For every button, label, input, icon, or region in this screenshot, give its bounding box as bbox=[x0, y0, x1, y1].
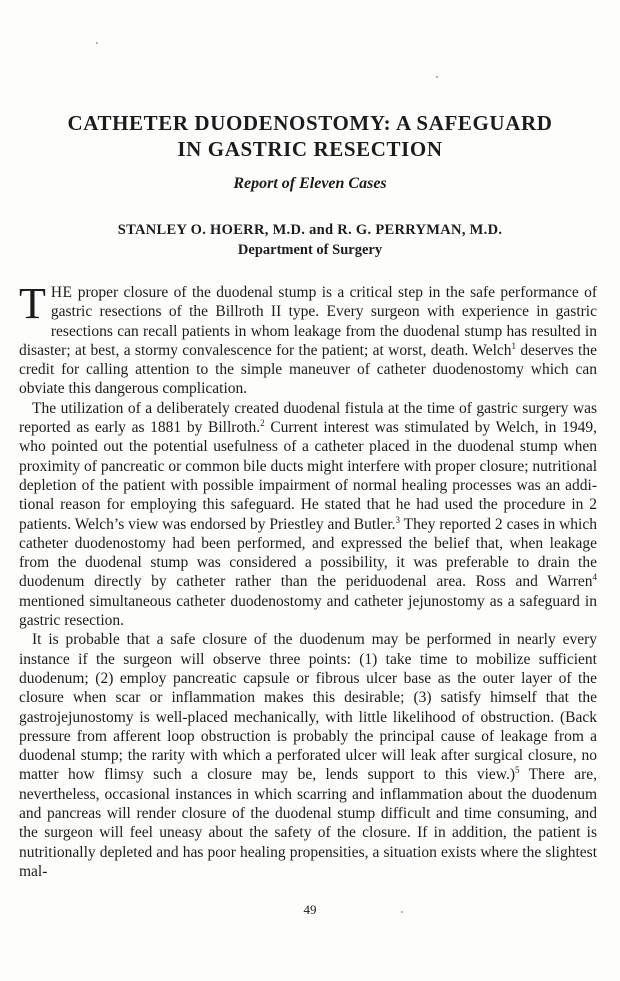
department-line: Department of Surgery bbox=[237, 242, 383, 258]
paragraph-text: It is probable that a safe closure of the duodenum may be performed in nearly every instance if the surgeon will observe three points: (1) take time to mobilize sufficient duodenum; (2) employ pancreatic capsule or fibrous ulcer base as the outer layer of the closure when scar or inflammation makes this desirable; (3) satisfy himself that the gastrojejunostomy is well-placed mechanically, with little likelihood of obstruction. (Back pressure from afferent loop obstruction is probably the principal cause of leakage from a duodenal stump; the rarity with which a perforated ulcer will leak after surgical closure, no matter how flimsy such a closure may be, lends support to this view.) bbox=[19, 631, 597, 784]
paragraph-text: proper closure of the duodenal stump is a critical step in the safe performance of gastric resections of the Billroth II type. Every surgeon with experience in gastric resections can recall patients in whom leakage from the duodenal stump has resulted in disaster; at best, a stormy convalescence for the patient; at worst, death. Welch bbox=[19, 284, 597, 359]
paragraph-2 bbox=[19, 399, 597, 631]
reference-marker: 2 bbox=[260, 418, 265, 429]
reference-marker: 4 bbox=[592, 572, 597, 583]
title-line-1: CATHETER DUODENOSTOMY: A SAFEGUARD bbox=[67, 111, 553, 135]
author-line: STANLEY O. HOERR, M.D. and R. G. PERRYMAN, M.D. bbox=[117, 222, 503, 238]
paragraph-text: mentioned simultaneous catheter duodenostomy and catheter jejunostomy as a safeguard in gastric resection. bbox=[19, 592, 597, 630]
paragraph-3 bbox=[19, 630, 597, 881]
paragraph-text: The utilization of a deliberately created duodenal fistula at the time of gastric surgery was reported as early as 1881 by Billroth. bbox=[19, 399, 597, 437]
paragraph-text: There are, nevertheless, occasional instances in which scarring and inflammation about the duodenum and pancreas will render closure of the duodenal stump difficult and time consuming, and the surgeon will feel uneasy about the safety of the closure. If in addition, the patient is nutritionally depleted and has poor healing propensities, a situation exists where the slightest mal- bbox=[19, 766, 598, 880]
title-line-2: IN GASTRIC RESECTION bbox=[177, 137, 443, 161]
page-number: 49 bbox=[303, 902, 317, 917]
reference-marker: 3 bbox=[395, 514, 401, 525]
drop-cap: T bbox=[19, 279, 46, 328]
reference-marker: 1 bbox=[511, 340, 517, 351]
print-speck bbox=[436, 76, 438, 78]
print-speck bbox=[96, 42, 98, 44]
article-subtitle: Report of Eleven Cases bbox=[233, 175, 387, 192]
paragraph-text: They reported 2 cases in which catheter duodenostomy had been performed, and expressed the belief that, when leakage from the duodenal stump was considered a possibility, it was preferable to drain the duodenum directly by catheter rather than the periduodenal area. Ross and Warren bbox=[19, 515, 597, 591]
paragraph-text: Current interest was stimulated by Welch, in 1949, who pointed out the potential usefulness of a catheter placed in the duodenal stump when proximity of pancreatic or common bile ducts might interfere with proper closure; nutritional depletion of the patient with possible impairment of normal healing processes was an additional reason for employing this safeguard. He stated that he had used the procedure in 2 patients. Welch’s view was endorsed by Priestley and Butler. bbox=[19, 419, 597, 533]
paragraph-text: deserves the credit for calling attention to the simple maneuver of catheter duodenostomy which can obviate this dangerous complication. bbox=[19, 341, 597, 398]
article-title bbox=[40, 110, 580, 162]
paragraph-1 bbox=[19, 279, 597, 399]
lead-in-word: HE bbox=[50, 284, 73, 301]
article-body bbox=[19, 279, 598, 881]
reference-marker: 5 bbox=[515, 765, 520, 776]
